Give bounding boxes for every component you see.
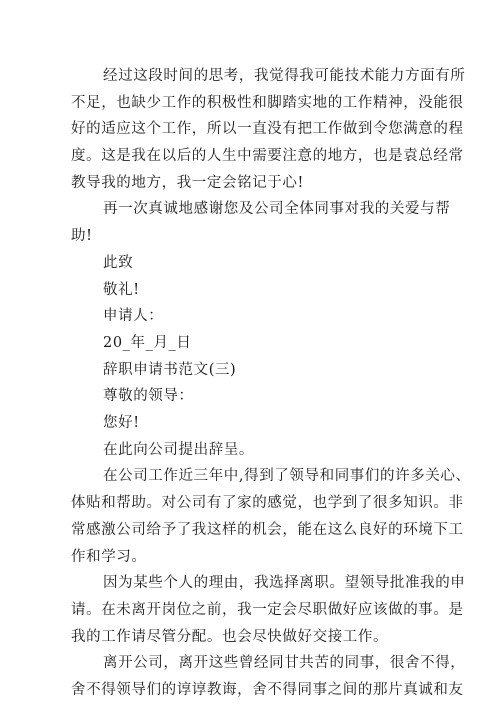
- text-line: 辞职申请书范文(三): [103, 361, 237, 378]
- text-line: 离开公司，离开这些曾经同甘共苦的同事，很舍不得，: [103, 655, 466, 672]
- text-line: 尊敬的领导：: [103, 388, 194, 405]
- text-line: 在公司工作近三年中,得到了领导和同事们的许多关心、: [103, 468, 471, 485]
- text-line: 我的工作请尽管分配。也会尽快做好交接工作。: [71, 628, 389, 645]
- text-line: 您好!: [103, 415, 140, 432]
- text-line: 好的适应这个工作，所以一直没有把工作做到令您满意的程: [71, 121, 464, 138]
- text-line: 在此向公司提出辞呈。: [103, 441, 254, 458]
- text-line: 再一次真诚地感谢您及公司全体同事对我的关爱与帮: [103, 201, 451, 218]
- text-line: 度。这是我在以后的人生中需要注意的地方，也是袁总经常: [71, 148, 464, 165]
- text-line: 舍不得领导们的谆谆教诲，舍不得同事之间的那片真诚和友: [71, 682, 464, 698]
- text-line: 请。在未离开岗位之前，我一定会尽职做好应该做的事。是: [71, 601, 464, 618]
- text-line: 助!: [71, 228, 93, 245]
- text-line: 20_年_月_日: [103, 334, 192, 351]
- text-line: 教导我的地方，我一定会铭记于心!: [71, 174, 304, 191]
- text-line: 常感激公司给予了我这样的机会，能在这么良好的环境下工: [71, 521, 464, 538]
- text-line: 作和学习。: [71, 548, 147, 565]
- text-line: 敬礼!: [103, 281, 140, 298]
- text-line: 此致: [103, 254, 134, 271]
- text-line: 体贴和帮助。对公司有了家的感觉，也学到了很多知识。非: [71, 495, 464, 512]
- text-line: 申请人：: [103, 308, 164, 325]
- text-line: 因为某些个人的理由，我选择离职。望领导批准我的申: [103, 575, 466, 592]
- text-line: 经过这段时间的思考，我觉得我可能技术能力方面有所: [103, 68, 466, 84]
- text-line: 不足，也缺少工作的积极性和脚踏实地的工作精神，没能很: [71, 94, 464, 111]
